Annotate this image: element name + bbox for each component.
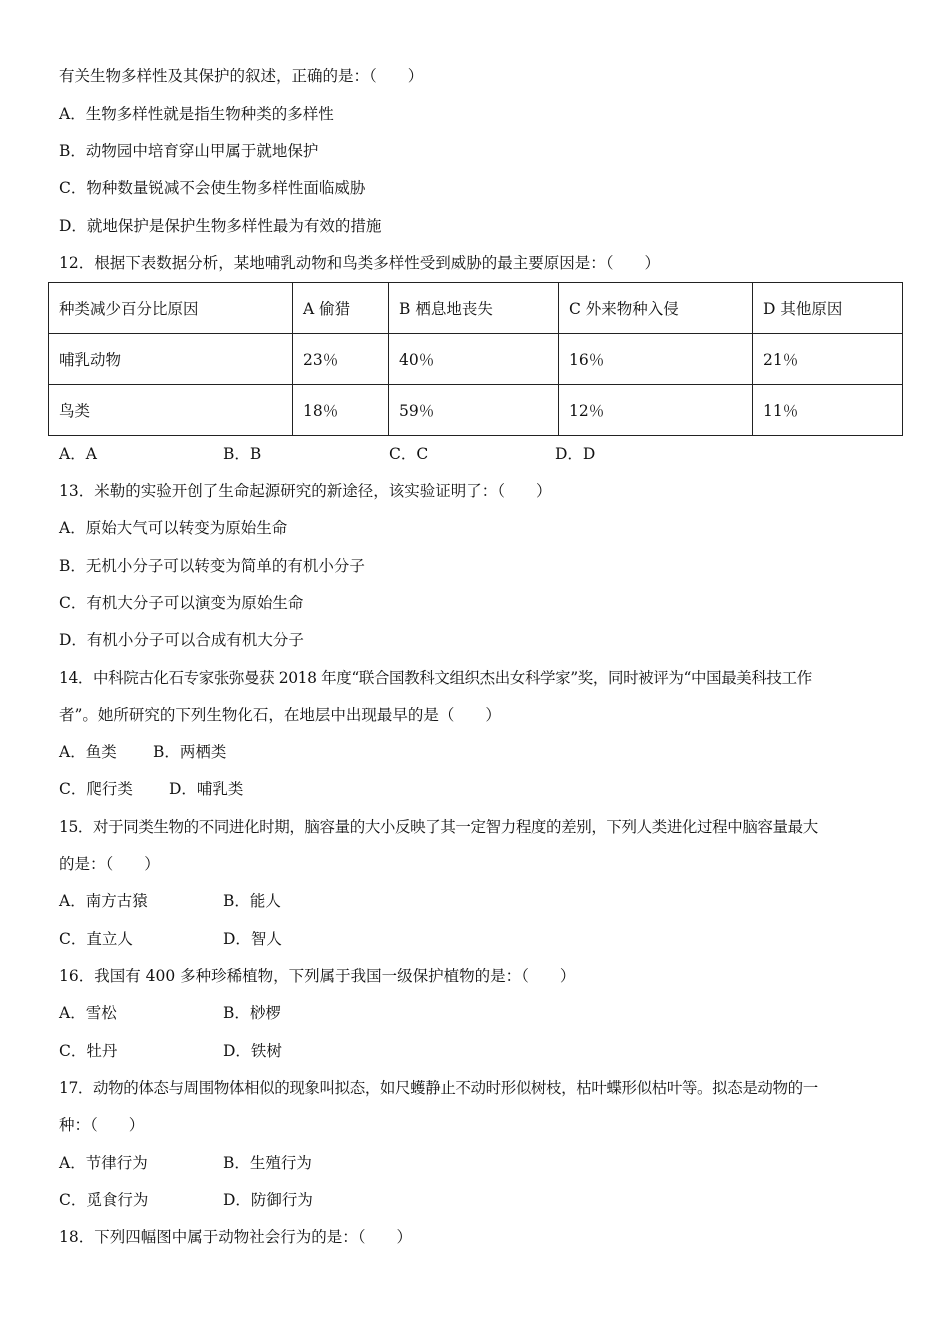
table-cell: 23％ [293,334,389,385]
q12-stem: 12．根据下表数据分析，某地哺乳动物和鸟类多样性受到威胁的最主要原因是：（ ） [59,254,660,272]
q13-option-c: C．有机大分子可以演变为原始生命 [59,594,304,612]
table-cell: 12％ [559,385,753,436]
q11-stem: 有关生物多样性及其保护的叙述，正确的是：（ ） [59,67,424,85]
table-header-cell: 种类减少百分比原因 [49,283,293,334]
q13-stem: 13．米勒的实验开创了生命起源研究的新途径，该实验证明了：（ ） [59,482,552,500]
table-cell: 11％ [753,385,903,436]
table-cell: 59％ [389,385,559,436]
q16-option-b: B．桫椤 [223,1004,281,1022]
q12-option-c: C．C [389,445,429,463]
q18-stem: 18．下列四幅图中属于动物社会行为的是：（ ） [59,1228,412,1246]
q12-option-a: A．A [59,445,97,463]
q13-option-d: D．有机小分子可以合成有机大分子 [59,631,304,649]
q16-stem: 16．我国有 400 多种珍稀植物，下列属于我国一级保护植物的是：（ ） [59,967,576,985]
q17-option-c: C．觅食行为 [59,1191,149,1209]
table-cell: 40％ [389,334,559,385]
q12-option-d: D．D [555,445,596,463]
table-cell: 21％ [753,334,903,385]
q14-option-d: D．哺乳类 [169,780,244,798]
q16-option-c: C．牡丹 [59,1042,118,1060]
table-cell: 哺乳动物 [49,334,293,385]
table-header-cell: A 偷猎 [293,283,389,334]
q17-option-b: B．生殖行为 [223,1154,312,1172]
q11-option-a: A．生物多样性就是指生物种类的多样性 [59,105,334,123]
table-cell: 鸟类 [49,385,293,436]
q15-option-c: C．直立人 [59,930,133,948]
q14-stem-line1: 14．中科院古化石专家张弥曼获 2018 年度“联合国教科文组织杰出女科学家”奖，同时被评为“中国最美科技工作 [59,669,812,687]
q14-option-c: C．爬行类 [59,780,133,798]
q12-option-b: B．B [223,445,262,463]
table-header-row [49,283,903,334]
q15-stem-line1: 15．对于同类生物的不同进化时期，脑容量的大小反映了其一定智力程度的差别，下列人类进化过程中脑容量最大 [59,818,818,836]
table-header-cell: C 外来物种入侵 [559,283,753,334]
q14-option-b: B．两栖类 [153,743,227,761]
q12-data-table [48,282,903,436]
q15-option-b: B．能人 [223,892,281,910]
q15-option-d: D．智人 [223,930,282,948]
q15-stem-line2: 的是：（ ） [59,855,160,873]
table-cell: 18％ [293,385,389,436]
q11-option-b: B．动物园中培育穿山甲属于就地保护 [59,142,319,160]
q11-option-d: D．就地保护是保护生物多样性最为有效的措施 [59,217,382,235]
table-cell: 16％ [559,334,753,385]
q17-option-a: A．节律行为 [59,1154,148,1172]
q16-option-a: A．雪松 [59,1004,117,1022]
q17-stem-line2: 种：（ ） [59,1116,145,1134]
q15-option-a: A．南方古猿 [59,892,148,910]
q13-option-a: A．原始大气可以转变为原始生命 [59,519,288,537]
q16-option-d: D．铁树 [223,1042,282,1060]
table-row [49,334,903,385]
q17-stem-line1: 17．动物的体态与周围物体相似的现象叫拟态，如尺蠖静止不动时形似树枝，枯叶蝶形似枯叶等。拟态是动物的一 [59,1079,818,1097]
q14-stem-line2: 者”。她所研究的下列生物化石，在地层中出现最早的是（ ） [59,706,501,724]
q14-option-a: A．鱼类 [59,743,117,761]
q11-option-c: C．物种数量锐减不会使生物多样性面临威胁 [59,179,366,197]
q13-option-b: B．无机小分子可以转变为简单的有机小分子 [59,557,365,575]
table-header-cell: D 其他原因 [753,283,903,334]
table-header-cell: B 栖息地丧失 [389,283,559,334]
table-row [49,385,903,436]
q17-option-d: D．防御行为 [223,1191,313,1209]
